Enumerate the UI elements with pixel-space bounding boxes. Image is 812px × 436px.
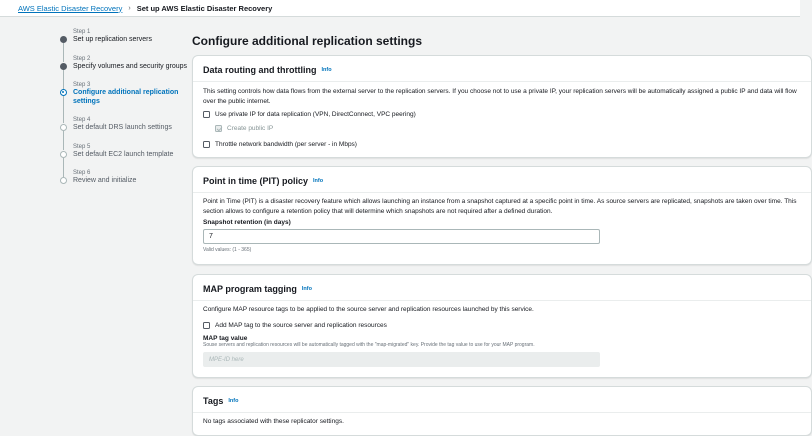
throttle-checkbox[interactable] (203, 141, 210, 148)
panel-header (193, 167, 811, 186)
step-pending-icon (60, 151, 67, 158)
tags-panel (192, 386, 812, 436)
retention-input[interactable]: 7 (203, 229, 600, 244)
page-title: Configure additional replication settings (192, 34, 423, 48)
step-pending-icon (60, 124, 67, 131)
wizard-step-2[interactable] (58, 53, 188, 80)
public-ip-label: Create public IP (227, 125, 274, 132)
panel-title: Tags (203, 396, 224, 406)
step-label: Set default DRS launch settings (73, 124, 172, 131)
add-map-tag-label: Add MAP tag to the source server and replication resources (215, 322, 387, 329)
map-tag-value-label: MAP tag value (203, 335, 248, 342)
wizard-step-5 (58, 141, 188, 168)
private-ip-checkbox[interactable] (203, 111, 210, 118)
pit-policy-panel (192, 166, 812, 265)
step-number: Step 6 (73, 170, 91, 176)
panel-description: Configure MAP resource tags to be applied to the source server and replication resources launched by this service. (203, 306, 534, 313)
step-pending-icon (60, 177, 67, 184)
chevron-right-icon: › (128, 4, 131, 12)
panel-title: Point in time (PIT) policy (203, 176, 309, 186)
step-number: Step 3 (73, 82, 91, 88)
step-done-icon (60, 36, 67, 43)
private-ip-label: Use private IP for data replication (VPN, DirectConnect, VPC peering) (215, 111, 416, 118)
breadcrumb-current: Set up AWS Elastic Disaster Recovery (136, 3, 273, 13)
step-label: Set up replication servers (73, 36, 152, 43)
step-label: Review and initialize (73, 177, 137, 184)
info-link[interactable]: Info (228, 398, 239, 404)
panel-description: Point in Time (PIT) is a disaster recovery feature which allows launching an instance from a snapshot captured at a specific point in time. As source servers are replicated, snapshots are taken over time. This section allows to configure a retention policy that will determine which snapshots are not required after a defined duration. (203, 198, 797, 215)
step-current-icon (60, 89, 67, 96)
public-ip-checkbox (215, 125, 222, 132)
step-done-icon (60, 63, 67, 70)
wizard-step-6 (58, 167, 188, 194)
retention-hint: Valid values: (1 - 365) (203, 247, 252, 253)
throttle-label: Throttle network bandwidth (per server - in Mbps) (215, 141, 357, 148)
panel-header (193, 387, 811, 406)
step-number: Step 1 (73, 29, 91, 35)
public-ip-option (193, 123, 811, 134)
map-tag-value-description: Souse servers and replication resources will be automatically tagged with the "map-migrated" key. Provide the tag value to use for your MAP program. (203, 342, 535, 348)
info-link[interactable]: Info (313, 178, 324, 184)
wizard-step-1[interactable] (58, 26, 188, 53)
add-map-tag-option[interactable] (193, 320, 811, 331)
add-map-tag-checkbox[interactable] (203, 322, 210, 329)
throttle-option[interactable] (193, 139, 811, 150)
panel-description: No tags associated with these replicator settings. (203, 418, 344, 425)
wizard-steps (58, 26, 188, 194)
private-ip-option[interactable] (193, 109, 811, 120)
step-number: Step 5 (73, 143, 91, 150)
panel-title: MAP program tagging (203, 284, 297, 294)
panel-title: Data routing and throttling (203, 65, 317, 75)
step-label: Configure additional replication settings (73, 89, 179, 105)
panel-description: This setting controls how data flows from the external server to the replication servers. If you choose not to use a private IP, your replication servers will be automatically assigned a public IP and data will flow over the public internet. (203, 88, 797, 105)
info-link[interactable]: Info (321, 67, 332, 73)
step-number: Step 2 (73, 55, 91, 62)
step-number: Step 4 (73, 117, 91, 123)
panel-header (193, 56, 811, 75)
map-tag-value-input[interactable]: MPE-ID here (203, 352, 600, 367)
info-link[interactable]: Info (301, 286, 312, 292)
breadcrumb-root-link[interactable]: AWS Elastic Disaster Recovery (18, 3, 123, 13)
wizard-step-3 (58, 79, 188, 114)
step-label: Set default EC2 launch template (73, 150, 174, 158)
step-label: Specify volumes and security groups (73, 62, 187, 70)
data-routing-panel (192, 55, 812, 158)
map-tagging-panel (192, 274, 812, 378)
wizard-step-4 (58, 114, 188, 141)
panel-header (193, 275, 811, 294)
breadcrumb (0, 0, 800, 17)
retention-label: Snapshot retention (in days) (203, 219, 291, 226)
